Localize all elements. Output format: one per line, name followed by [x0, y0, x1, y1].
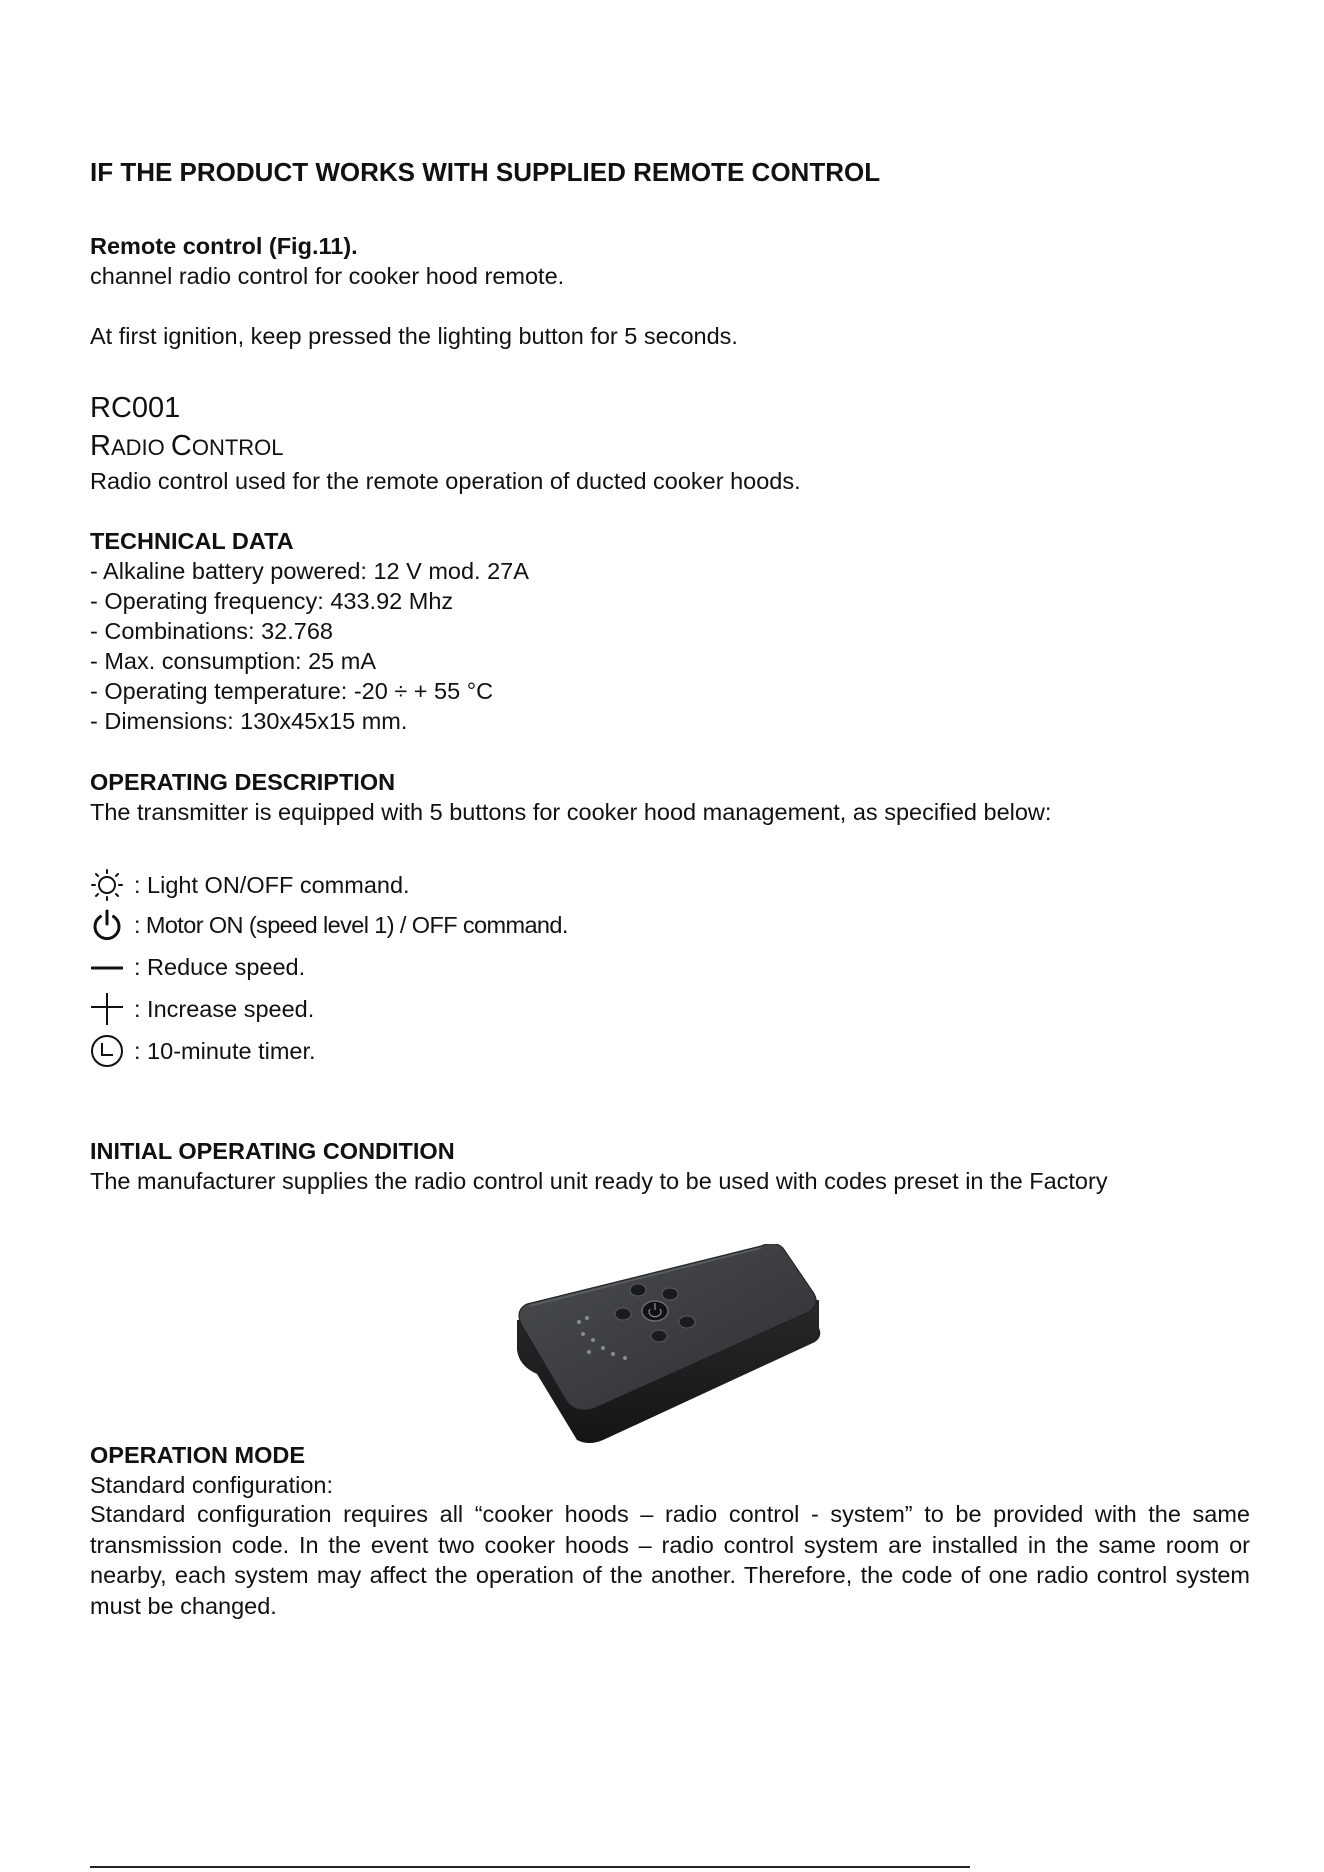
- operation-mode-subtitle: Standard configuration:: [90, 1472, 333, 1498]
- plus-button-label: : Increase speed.: [134, 996, 315, 1022]
- tech-item: - Operating frequency: 433.92 Mhz: [90, 588, 454, 614]
- product-name-rest-2: ONTROL: [191, 435, 284, 460]
- operating-intro: The transmitter is equipped with 5 buttons for cooker hood management, as specified below:: [90, 799, 1052, 825]
- power-button-label: : Motor ON (speed level 1) / OFF command.: [134, 912, 568, 938]
- remote-subtitle: channel radio control for cooker hood remote.: [90, 263, 565, 289]
- minus-icon: [90, 950, 124, 984]
- operating-description-title: OPERATING DESCRIPTION: [90, 769, 396, 795]
- product-name-rest-1: ADIO: [110, 435, 165, 460]
- product-name-cap-1: R: [90, 430, 111, 462]
- initial-condition-title: INITIAL OPERATING CONDITION: [90, 1138, 455, 1164]
- tech-item: - Dimensions: 130x45x15 mm.: [90, 708, 408, 734]
- remote-control-image: [513, 1244, 823, 1444]
- remote-title: Remote control (Fig.11).: [90, 233, 358, 259]
- tech-item: - Combinations: 32.768: [90, 618, 333, 644]
- tech-item: - Operating temperature: -20 ÷ + 55 °C: [90, 678, 494, 704]
- model-number: RC001: [90, 392, 181, 424]
- technical-data-title: TECHNICAL DATA: [90, 528, 294, 554]
- light-icon: [90, 868, 124, 902]
- operation-mode-title: OPERATION MODE: [90, 1442, 305, 1468]
- page-heading: IF THE PRODUCT WORKS WITH SUPPLIED REMOTE CONTROL: [90, 157, 881, 187]
- light-button-label: : Light ON/OFF command.: [134, 872, 410, 898]
- minus-button-label: : Reduce speed.: [134, 954, 306, 980]
- footer-rule: [90, 1866, 970, 1868]
- ignition-note: At first ignition, keep pressed the lighting button for 5 seconds.: [90, 323, 738, 349]
- tech-item: - Max. consumption: 25 mA: [90, 648, 377, 674]
- initial-condition-text: The manufacturer supplies the radio control unit ready to be used with codes preset in the Factory: [90, 1168, 1108, 1194]
- tech-item: - Alkaline battery powered: 12 V mod. 27A: [90, 558, 529, 584]
- timer-icon: [90, 1034, 124, 1068]
- product-name-cap-2: C: [170, 430, 192, 462]
- product-description: Radio control used for the remote operation of ducted cooker hoods.: [90, 468, 801, 494]
- plus-icon: [90, 992, 124, 1026]
- timer-button-label: : 10-minute timer.: [134, 1038, 316, 1064]
- product-name: [90, 432, 284, 462]
- operation-mode-text: Standard configuration requires all “cooker hoods – radio control - system” to be provided with the same transmission code. In the event two cooker hoods – radio control system are installed in the same room or nearby, each system may affect the operation of the another. Therefore, the code of one radio control system must be changed.: [90, 1501, 1250, 1619]
- power-icon: [90, 908, 124, 942]
